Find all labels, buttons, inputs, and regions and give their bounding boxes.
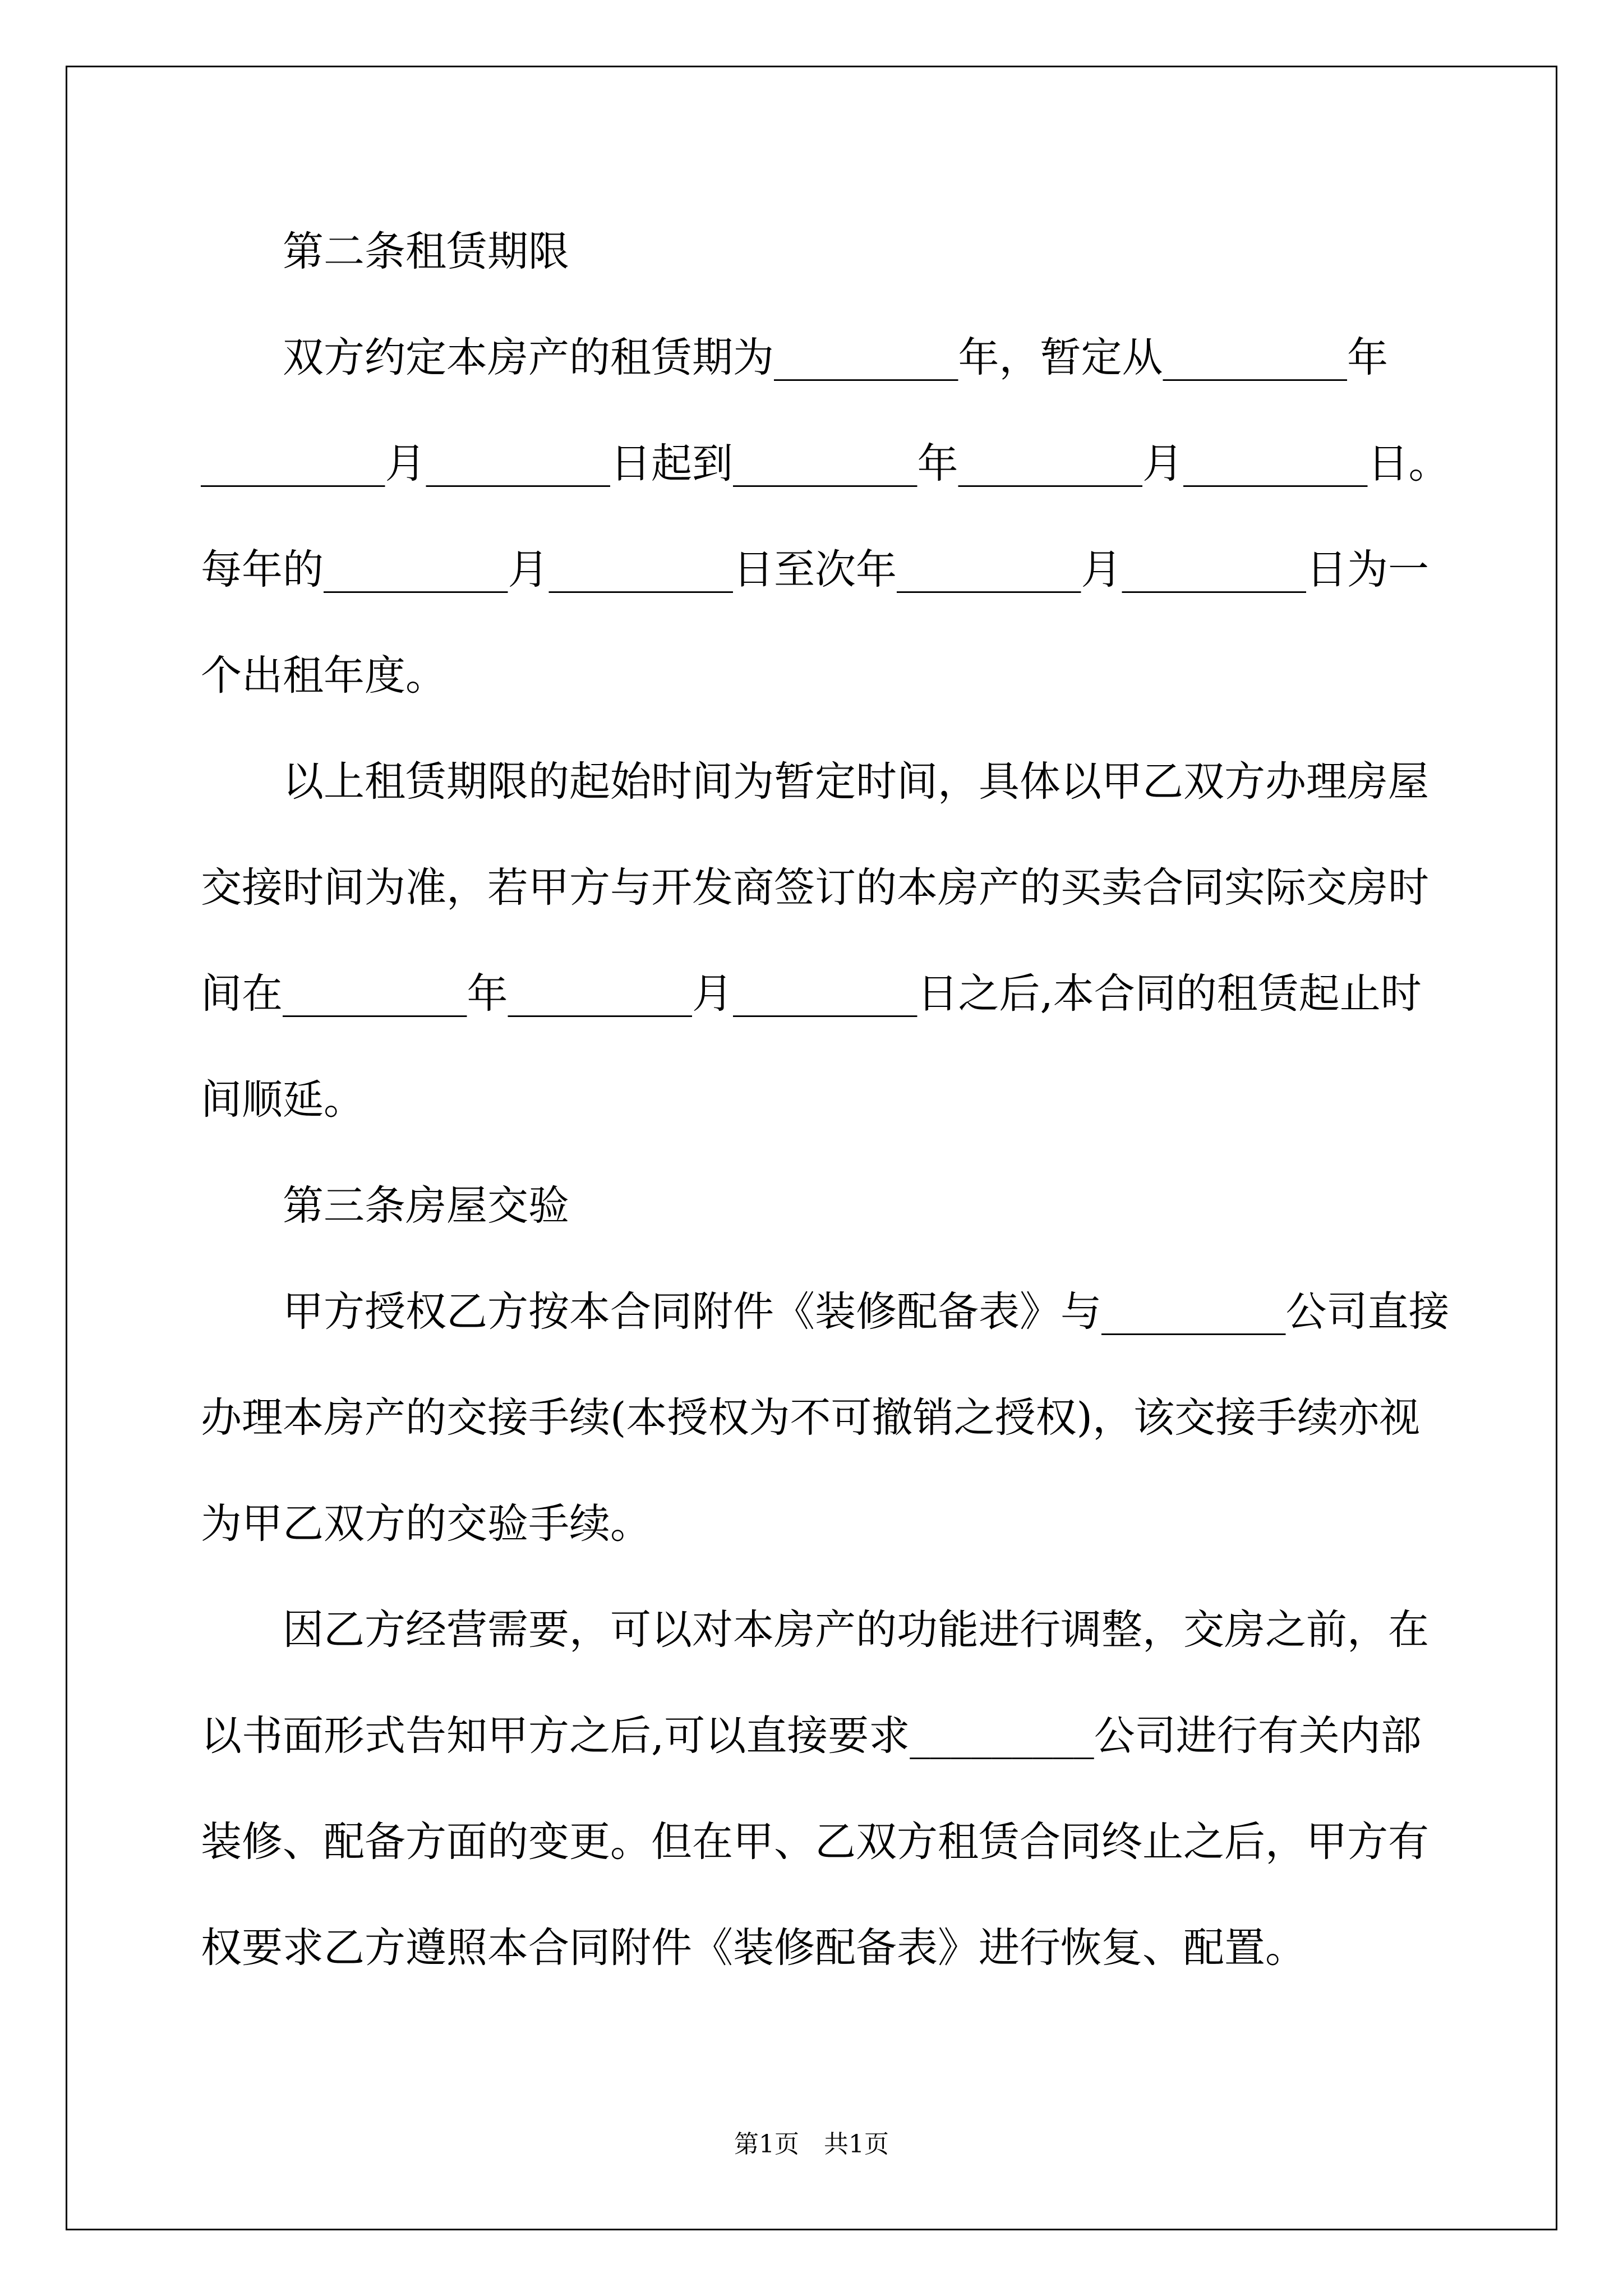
paragraph-line: 以书面形式告知甲方之后,可以直接要求_________公司进行有关内部	[201, 1712, 1422, 1760]
paragraph-line: 以上租赁期限的起始时间为暂定时间，具体以甲乙双方办理房屋	[283, 758, 1429, 806]
paragraph-line: 个出租年度。	[201, 652, 446, 700]
paragraph-line: _________月_________日起到_________年_________月_________日。	[201, 440, 1450, 487]
paragraph-line: 装修、配备方面的变更。但在甲、乙双方租赁合同终止之后，甲方有	[201, 1818, 1429, 1866]
paragraph-line: 间顺延。	[201, 1076, 365, 1124]
section-heading-house-inspection: 第三条房屋交验	[283, 1182, 569, 1230]
paragraph-line: 因乙方经营需要，可以对本房产的功能进行调整，交房之前，在	[283, 1606, 1429, 1654]
paragraph-line: 交接时间为准，若甲方与开发商签订的本房产的买卖合同实际交房时	[201, 864, 1429, 912]
paragraph-line: 每年的_________月_________日至次年_________月_________日为一	[201, 546, 1429, 593]
paragraph-line: 权要求乙方遵照本合同附件《装修配备表》进行恢复、配置。	[201, 1924, 1306, 1972]
section-heading-lease-term: 第二条租赁期限	[283, 228, 569, 275]
paragraph-line: 甲方授权乙方按本合同附件《装修配备表》与_________公司直接	[283, 1288, 1450, 1336]
paragraph-line: 间在_________年_________月_________日之后,本合同的租赁起止时	[201, 970, 1422, 1018]
paragraph-line: 为甲乙双方的交验手续。	[201, 1500, 651, 1548]
page-number-footer: 第1页 共1页	[734, 2130, 889, 2159]
paragraph-line: 双方约定本房产的租赁期为_________年，暂定从_________年	[283, 334, 1388, 381]
paragraph-line: 办理本房产的交接手续(本授权为不可撤销之授权)，该交接手续亦视	[201, 1394, 1420, 1442]
